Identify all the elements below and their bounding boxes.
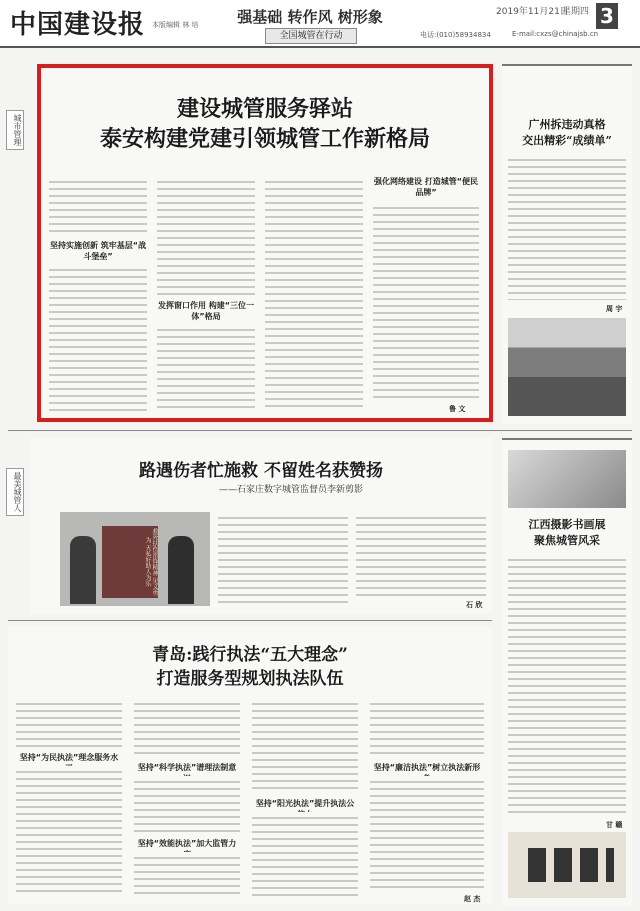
article-guangzhou-headline-1: 广州拆违动真格 (528, 118, 606, 131)
contact-phone: 电话:(010)58934834 (420, 31, 491, 39)
article-guangzhou (502, 64, 632, 424)
article-hero (30, 438, 492, 614)
article-qingdao (8, 626, 492, 904)
article-jiangxi-signature: 甘 赣 (606, 821, 623, 829)
text-block (157, 324, 255, 412)
text-block (134, 852, 240, 896)
text-block (508, 154, 626, 300)
calligraphy-strokes (520, 848, 614, 882)
article-qingdao-subhead-2: 坚持“科学执法”谱理法制意 (137, 763, 237, 772)
text-block (16, 698, 122, 748)
text-block (252, 812, 358, 896)
text-block (218, 512, 348, 606)
article-jiangxi-headline-1: 江西摄影书画展 (528, 518, 606, 531)
article-main-subhead-2: 发挥窗口作用 构建“三位一体”格局 (157, 301, 255, 321)
banner-subtitle: 全国城管在行动 (265, 28, 357, 44)
text-block (356, 512, 486, 598)
divider (8, 620, 492, 621)
article-main-headline-2: 泰安构建党建引领城管工作新格局 (99, 126, 430, 152)
person-figure (70, 536, 96, 604)
article-jiangxi (502, 438, 632, 906)
article-qingdao-subhead-4: 坚持“阳光执法”提升执法公 (255, 799, 355, 808)
masthead (0, 0, 640, 48)
text-block (373, 202, 479, 402)
article-hero-signature: 石 欣 (466, 601, 483, 609)
header-banner (210, 2, 410, 44)
article-qingdao-headline-1: 青岛:践行执法“五大理念” (152, 645, 348, 665)
demolition-photo (508, 318, 626, 416)
article-guangzhou-headline-2: 交出精彩“成绩单” (522, 134, 612, 147)
text-block (49, 264, 147, 412)
contact-email: E-mail:cxzs@chinajsb.cn (512, 30, 599, 38)
article-qingdao-subhead-3: 坚持“效能执法”加大监管力 (137, 839, 237, 848)
article-main-headline-1: 建设城管服务驿站 (176, 96, 353, 122)
text-block (134, 698, 240, 758)
honor-banner: 救死扶伤雷锋精神 见义勇为 天私好助人为乐 (102, 526, 158, 598)
text-block (370, 698, 484, 758)
exhibition-photo-top (508, 450, 626, 508)
article-qingdao-subhead-5: 坚持“廉洁执法”树立执法新形 (373, 763, 481, 772)
banner-slogan: 强基础 转作风 树形象 (237, 8, 383, 26)
article-main (41, 68, 489, 418)
issue-weekday: 星期四 (562, 7, 590, 17)
page-number: 3 (596, 3, 618, 29)
hero-photo (60, 512, 210, 606)
text-block (157, 176, 255, 296)
text-block (16, 766, 122, 896)
article-hero-subtitle: ——石家庄数字城管监督员李新剪影 (218, 485, 363, 495)
text-block (134, 776, 240, 834)
article-jiangxi-headline-2: 聚焦城管风采 (534, 534, 600, 547)
article-main-subhead-3: 强化网络建设 打造城管“便民品牌” (373, 177, 479, 197)
section-label-city: 城市管理 (6, 110, 24, 150)
article-qingdao-signature: 赵 杰 (464, 895, 481, 903)
newspaper-logo: 中国建设报 (10, 10, 146, 40)
text-block (370, 776, 484, 892)
text-block (252, 698, 358, 794)
text-block (508, 554, 626, 816)
article-main-signature: 鲁 文 (449, 405, 466, 413)
calligraphy-photo (508, 832, 626, 898)
section-label-hero: 最美城管人 (6, 468, 24, 516)
text-block (265, 176, 363, 412)
article-hero-headline: 路遇伤者忙施救 不留姓名获赞扬 (139, 461, 383, 481)
text-block (49, 176, 147, 236)
issue-date: 2019年11月21日 (496, 7, 569, 17)
person-figure (168, 536, 194, 604)
editor-label: 本版编辑 林 培 (152, 21, 199, 29)
article-qingdao-headline-2: 打造服务型规划执法队伍 (156, 669, 344, 689)
article-qingdao-subhead-1: 坚持“为民执法”理念服务水 (19, 753, 119, 762)
article-main-subhead-1: 坚持实施创新 筑牢基层“战斗堡垒” (49, 241, 147, 261)
divider (8, 430, 632, 431)
article-guangzhou-signature: 周 宇 (606, 305, 623, 313)
